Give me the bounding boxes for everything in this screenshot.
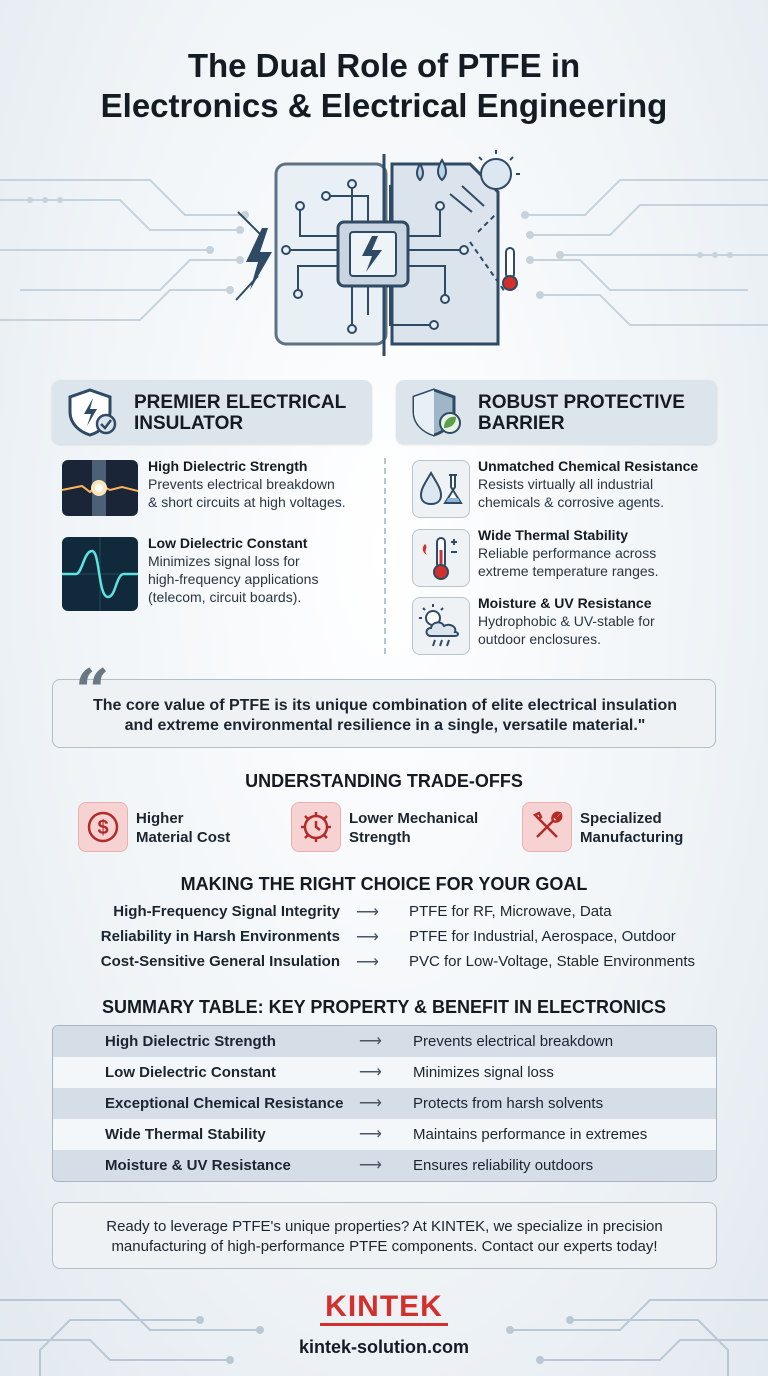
tradeoff-specialized-manufacturing <box>522 802 717 852</box>
arrow-right-icon: ⟶ <box>356 929 379 946</box>
hero-chip-illustration <box>0 140 768 370</box>
website-link[interactable]: kintek-solution.com <box>298 1337 469 1357</box>
feature-title: Wide Thermal Stability <box>478 527 629 543</box>
sun-cloud-rain-icon <box>412 597 470 655</box>
barrier-heading-text: ROBUST PROTECTIVE BARRIER <box>478 392 685 434</box>
electric-arc-icon <box>62 460 138 516</box>
tradeoff-material-cost <box>78 802 258 852</box>
feature-thermal-stability <box>412 527 717 601</box>
svg-text:$: $ <box>97 817 109 839</box>
quote-mark-icon: “ <box>75 657 110 727</box>
column-divider <box>384 458 386 654</box>
table-row: Low Dielectric Constant ⟶ Minimizes signal loss <box>53 1057 716 1089</box>
tradeoff-label: Lower Mechanical Strength <box>349 810 479 846</box>
cta-text: Ready to leverage PTFE's unique properties? At KINTEK, we specialize in precision manufacturing of high-performance PTFE components. Contact our experts today! <box>106 1218 663 1255</box>
shield-lightning-icon <box>66 386 120 438</box>
core-value-quote <box>52 657 716 748</box>
title-line-2: Electronics & Electrical Engineering <box>100 87 668 124</box>
feature-desc: Hydrophobic & UV-stable for outdoor enclosures. <box>478 613 655 647</box>
table-row: Exceptional Chemical Resistance ⟶ Protects from harsh solvents <box>53 1088 716 1120</box>
summary-table <box>52 1025 717 1182</box>
feature-low-dielectric-constant <box>62 535 377 609</box>
feature-high-dielectric-strength <box>62 458 377 532</box>
quote-text: The core value of PTFE is its unique combination of elite electrical insulation and extreme environmental resilience in a single, versatile material." <box>92 697 678 734</box>
arrow-right-icon: ⟶ <box>359 1157 382 1174</box>
table-row: Moisture & UV Resistance ⟶ Ensures reliability outdoors <box>53 1150 716 1181</box>
gear-icon <box>291 802 341 852</box>
insulator-panel-heading <box>52 380 372 444</box>
table-row: High Dielectric Strength ⟶ Prevents electrical breakdown <box>53 1026 716 1058</box>
feature-moisture-uv-resistance <box>412 595 717 669</box>
feature-title: Unmatched Chemical Resistance <box>478 458 699 474</box>
choice-row: Reliability in Harsh Environments ⟶ PTFE for Industrial, Aerospace, Outdoor <box>100 928 676 946</box>
arrow-right-icon: ⟶ <box>359 1033 382 1050</box>
choice-row: High-Frequency Signal Integrity ⟶ PTFE for RF, Microwave, Data <box>113 903 612 921</box>
feature-desc: Reliable performance across extreme temperature ranges. <box>478 545 659 579</box>
choice-title: MAKING THE RIGHT CHOICE FOR YOUR GOAL <box>180 874 588 894</box>
feature-title: Moisture & UV Resistance <box>478 595 652 611</box>
title-line-1: The Dual Role of PTFE in <box>187 47 581 84</box>
arrow-right-icon: ⟶ <box>359 1064 382 1081</box>
feature-title: High Dielectric Strength <box>148 458 308 474</box>
insulator-heading-text: PREMIER ELECTRICAL INSULATOR <box>134 392 347 434</box>
tradeoff-label: Higher Material Cost <box>136 810 231 846</box>
dollar-coin-icon <box>78 802 128 852</box>
feature-desc: Resists virtually all industrial chemicals & corrosive agents. <box>478 476 664 510</box>
drop-flask-icon <box>412 460 470 518</box>
table-row: Wide Thermal Stability ⟶ Maintains performance in extremes <box>53 1119 716 1151</box>
feature-title: Low Dielectric Constant <box>148 535 308 551</box>
choice-row: Cost-Sensitive General Insulation ⟶ PVC for Low-Voltage, Stable Environments <box>100 953 695 971</box>
arrow-right-icon: ⟶ <box>356 904 379 921</box>
shield-leaf-icon <box>410 386 464 438</box>
wrench-screwdriver-icon <box>522 802 572 852</box>
feature-desc: Minimizes signal loss for high-frequency applications (telecom, circuit boards). <box>148 553 319 605</box>
barrier-panel-heading <box>396 380 717 444</box>
feature-chemical-resistance <box>412 458 717 532</box>
page-title <box>0 46 768 126</box>
arrow-right-icon: ⟶ <box>356 954 379 971</box>
kintek-logo: KINTEK <box>325 1290 443 1323</box>
sine-wave-icon <box>62 537 138 611</box>
tradeoff-mechanical-strength <box>291 802 491 852</box>
arrow-right-icon: ⟶ <box>359 1126 382 1143</box>
arrow-right-icon: ⟶ <box>359 1095 382 1112</box>
tradeoffs-title: UNDERSTANDING TRADE-OFFS <box>245 771 523 791</box>
contact-cta-box <box>52 1202 717 1269</box>
tradeoff-label: Specialized Manufacturing <box>580 810 684 846</box>
thermometer-icon <box>412 529 470 587</box>
feature-desc: Prevents electrical breakdown & short circuits at high voltages. <box>148 476 346 510</box>
logo-underline <box>320 1323 448 1326</box>
summary-title: SUMMARY TABLE: KEY PROPERTY & BENEFIT IN ELECTRONICS <box>101 997 667 1017</box>
